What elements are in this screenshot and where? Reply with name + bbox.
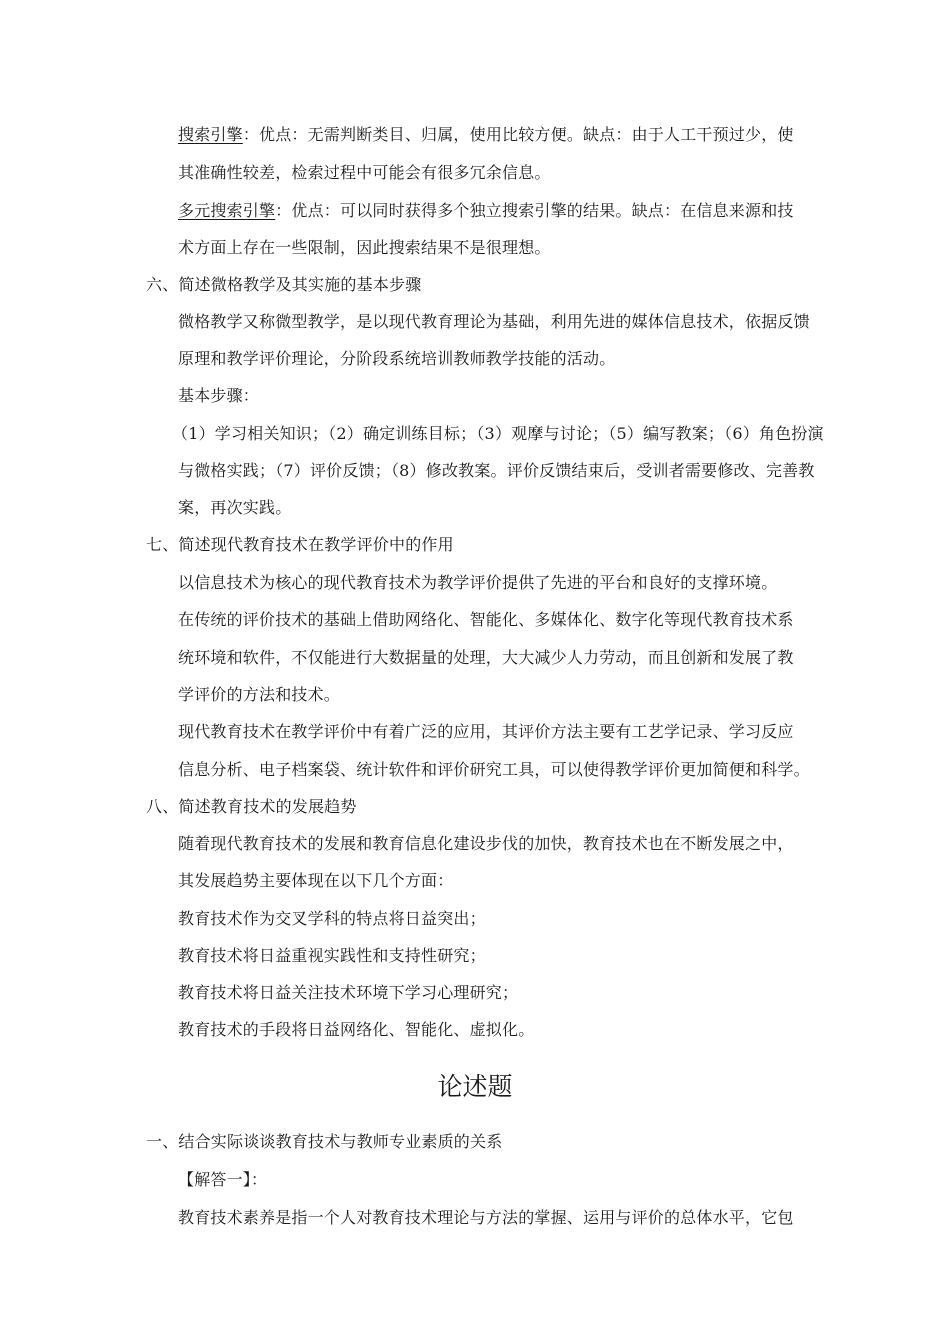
q6-def-line-1: 微格教学又称微型教学，是以现代教育理论为基础，利用先进的媒体信息技术，依据反馈 (178, 312, 810, 331)
q6-steps-label: 基本步骤： (178, 386, 260, 405)
q8-p1-line-2: 其发展趋势主要体现在以下几个方面： (178, 871, 454, 890)
meta-search-text-1: ：优点：可以同时获得多个独立搜索引擎的结果。缺点：在信息来源和技 (275, 201, 794, 220)
search-engine-line-1 (178, 125, 794, 145)
search-engine-text-1: ：优点：无需判断类目、归属，使用比较方便。缺点：由于人工干预过少，使 (242, 125, 794, 144)
essay-answer-label: 【解答一】： (178, 1170, 268, 1189)
q8-trend-3: 教育技术将日益关注技术环境下学习心理研究； (178, 983, 519, 1002)
q8-trend-2: 教育技术将日益重视实践性和支持性研究； (178, 946, 486, 965)
essay-answer-text: 教育技术素养是指一个人对教育技术理论与方法的掌握、运用与评价的总体水平，它包 (178, 1208, 794, 1227)
essay-q1-heading: 一、结合实际谈谈教育技术与教师专业素质的关系 (146, 1132, 503, 1151)
q8-trend-4: 教育技术的手段将日益网络化、智能化、虚拟化。 (178, 1020, 535, 1039)
meta-search-line-2: 术方面上存在一些限制，因此搜索结果不是很理想。 (178, 238, 551, 257)
q7-p2-line-1: 在传统的评价技术的基础上借助网络化、智能化、多媒体化、数字化等现代教育技术系 (178, 610, 794, 629)
q6-steps-line-3: 案，再次实践。 (178, 498, 292, 517)
q6-steps-line-2: 与微格实践；（7）评价反馈；（8）修改教案。评价反馈结束后，受训者需要修改、完善教 (178, 461, 815, 480)
q7-p1: 以信息技术为核心的现代教育技术为教学评价提供了先进的平台和良好的支撑环境。 (178, 573, 778, 592)
search-engine-term: 搜索引擎 (178, 125, 243, 144)
q6-heading: 六、简述微格教学及其实施的基本步骤 (146, 275, 422, 294)
meta-search-term: 多元搜索引擎 (178, 201, 276, 220)
search-engine-line-2: 其准确性较差，检索过程中可能会有很多冗余信息。 (178, 163, 551, 182)
q7-p3-line-1: 现代教育技术在教学评价中有着广泛的应用，其评价方法主要有工艺学记录、学习反应 (178, 722, 794, 741)
q6-steps-line-1: （1）学习相关知识；（2）确定训练目标；（3）观摩与讨论；（5）编写教案；（6）角色扮演 (172, 424, 824, 443)
q7-heading: 七、简述现代教育技术在教学评价中的作用 (146, 535, 454, 554)
q7-p2-line-2: 统环境和软件，不仅能进行大数据量的处理，大大减少人力劳动，而且创新和发展了教 (178, 648, 794, 667)
essay-section-title: 论述题 (437, 1072, 513, 1101)
q8-p1-line-1: 随着现代教育技术的发展和教育信息化建设步伐的加快，教育技术也在不断发展之中， (178, 834, 794, 853)
q8-trend-1: 教育技术作为交叉学科的特点将日益突出； (178, 909, 486, 928)
q7-p3-line-2: 信息分析、电子档案袋、统计软件和评价研究工具，可以使得教学评价更加简便和科学。 (178, 760, 810, 779)
q6-def-line-2: 原理和教学评价理论，分阶段系统培训教师教学技能的活动。 (178, 349, 616, 368)
q8-heading: 八、简述教育技术的发展趋势 (146, 797, 357, 816)
q7-p2-line-3: 学评价的方法和技术。 (178, 685, 341, 704)
meta-search-line-1 (178, 201, 794, 221)
